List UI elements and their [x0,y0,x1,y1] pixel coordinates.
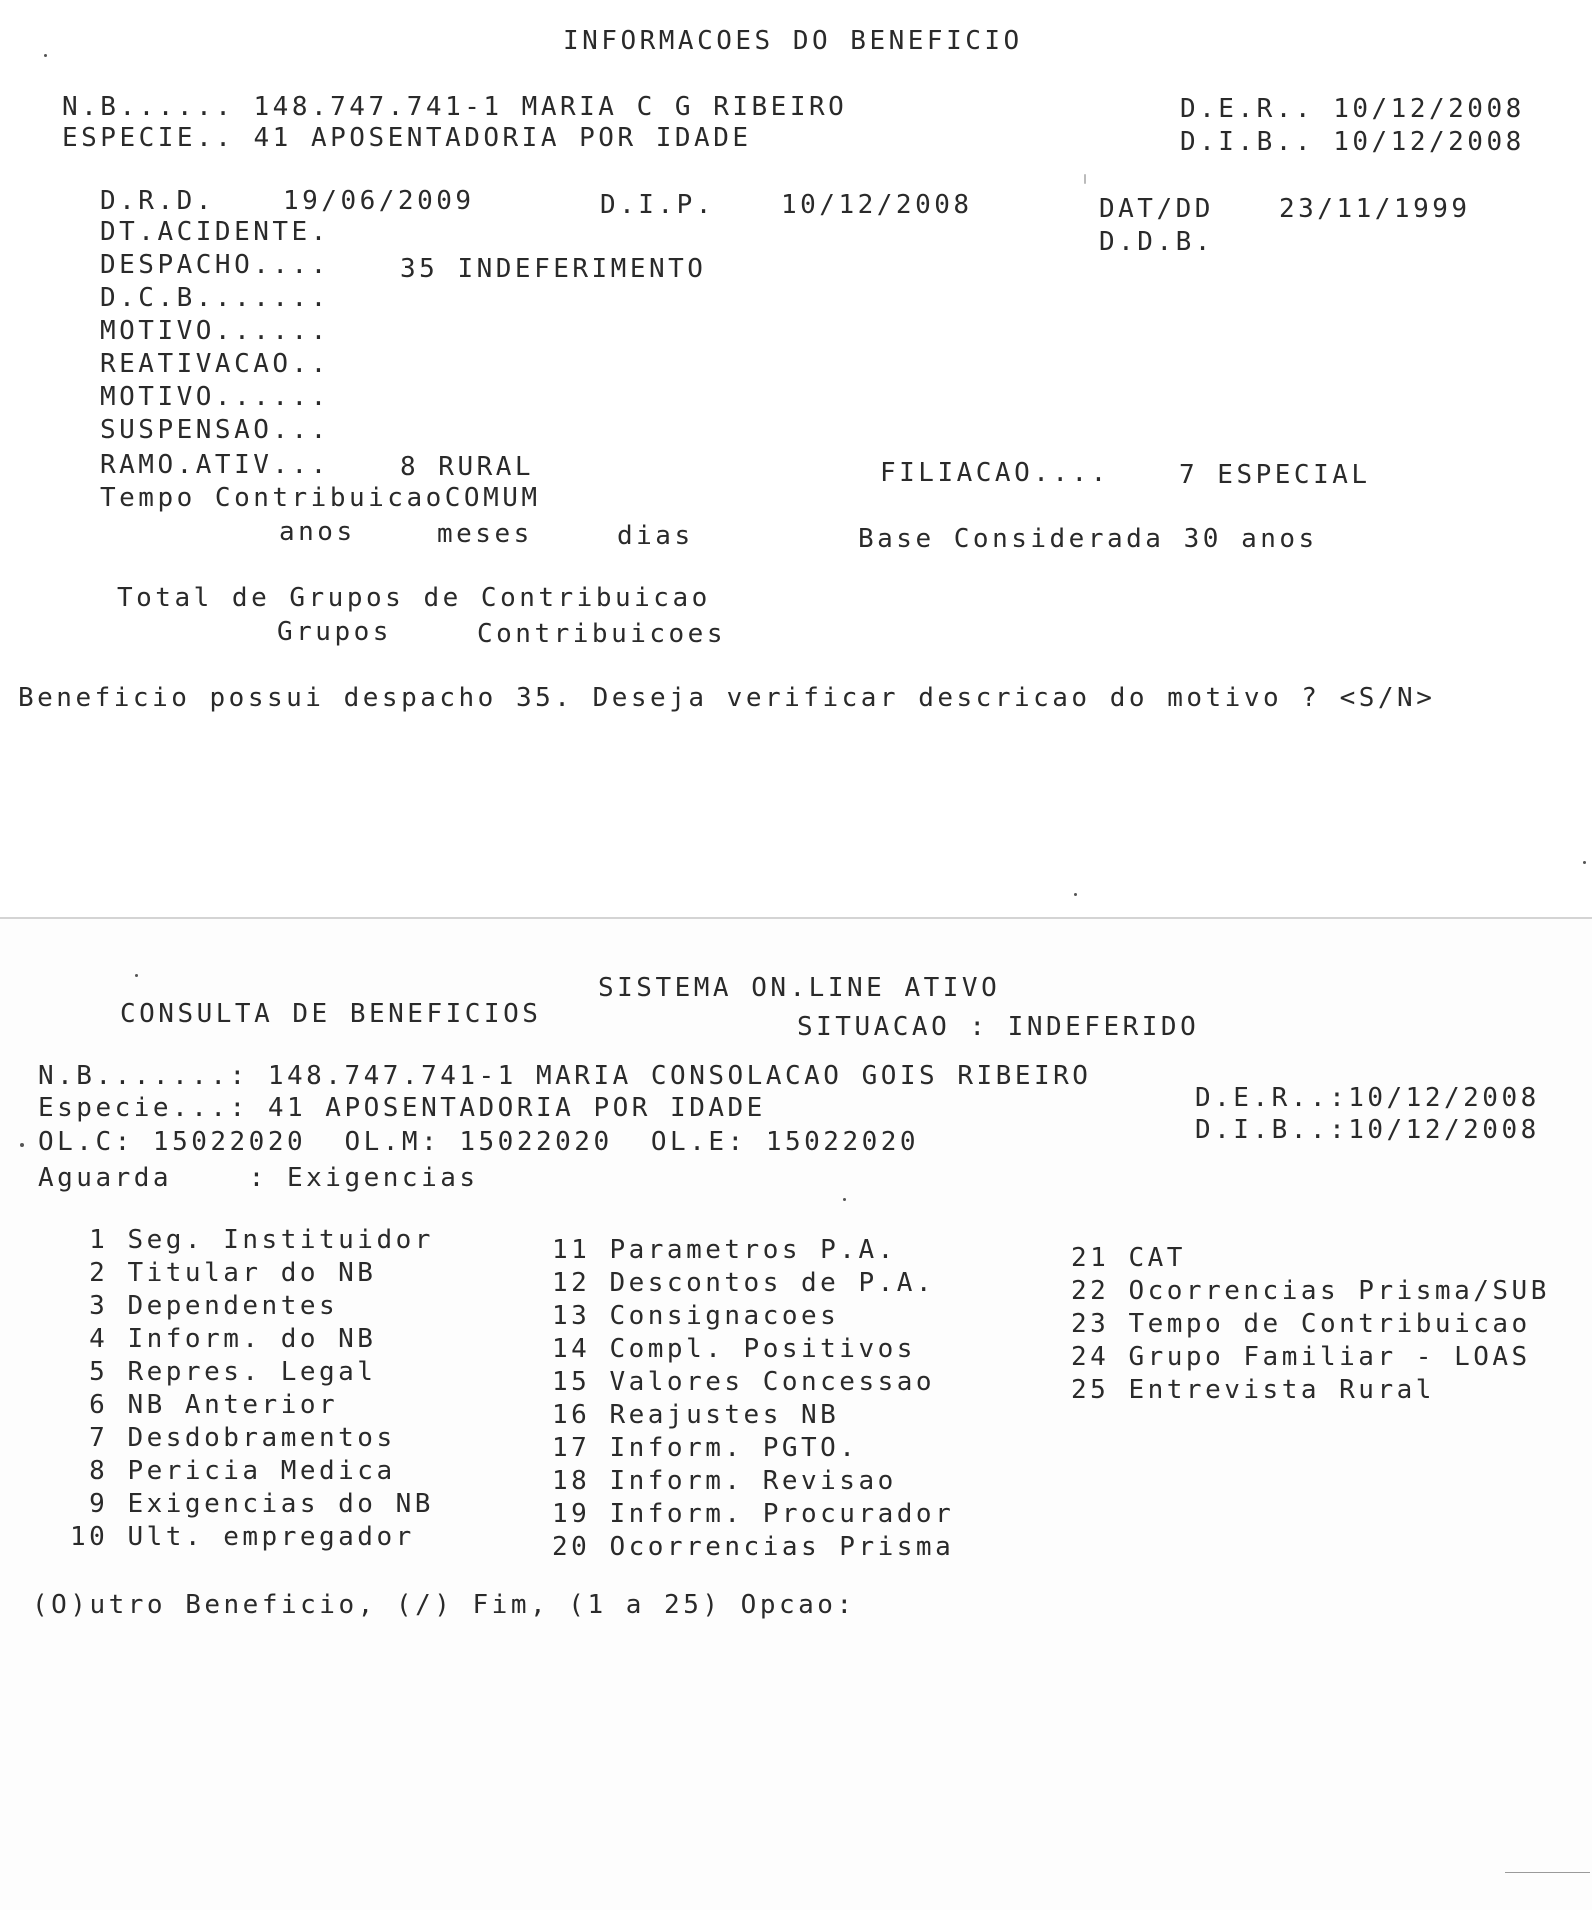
dib-value: D.I.B.. 10/12/2008 [1180,127,1525,157]
datdd-label: DAT/DD [1099,194,1214,224]
menu-option-15[interactable] [552,1367,935,1397]
menu-option-number: 23 [1071,1309,1110,1339]
menu-option-label: Desdobramentos [127,1423,396,1453]
situacao-status: SITUACAO : INDEFERIDO [797,1012,1200,1042]
menu-option-label: Ocorrencias Prisma/SUB [1128,1276,1550,1306]
contribuicoes-label: Contribuicoes [477,619,726,649]
meses-label: meses [437,519,533,549]
menu-option-label: Descontos de P.A. [609,1268,936,1298]
menu-option-number: 5 [70,1357,109,1387]
menu-option-label: Parametros P.A. [609,1235,897,1265]
menu-option-11[interactable] [552,1235,897,1265]
menu-option-number: 18 [552,1466,591,1496]
dias-label: dias [617,521,694,551]
menu-option-number: 7 [70,1423,109,1453]
menu-option-number: 12 [552,1268,591,1298]
menu-option-3[interactable] [70,1291,338,1321]
menu-option-23[interactable] [1071,1309,1531,1339]
menu-option-9[interactable] [70,1489,434,1519]
menu-option-number: 3 [70,1291,109,1321]
menu-option-number: 24 [1071,1342,1110,1372]
menu-option-label: Tempo de Contribuicao [1128,1309,1531,1339]
scan-speck [1583,861,1586,864]
menu-option-label: Compl. Positivos [609,1334,916,1364]
menu-option-label: Seg. Instituidor [127,1225,434,1255]
filiacao-value: 7 ESPECIAL [1179,460,1371,490]
menu-option-number: 9 [70,1489,109,1519]
especie-line: Especie...: 41 APOSENTADORIA POR IDADE [38,1093,766,1123]
menu-option-10[interactable] [70,1522,415,1552]
menu-option-21[interactable] [1071,1243,1186,1273]
motivo-label: MOTIVO...... [100,316,330,346]
menu-option-16[interactable] [552,1400,839,1430]
menu-option-number: 15 [552,1367,591,1397]
menu-option-number: 25 [1071,1375,1110,1405]
scan-speck [1084,174,1086,184]
der-value: D.E.R..:10/12/2008 [1195,1083,1540,1113]
scan-mark [1505,1872,1590,1873]
menu-option-number: 4 [70,1324,109,1354]
menu-option-18[interactable] [552,1466,897,1496]
menu-option-label: NB Anterior [127,1390,339,1420]
menu-option-number: 20 [552,1532,591,1562]
reativacao-label: REATIVACAO.. [100,349,330,379]
menu-option-17[interactable] [552,1433,858,1463]
verify-motivo-prompt[interactable]: Beneficio possui despacho 35. Deseja verificar descricao do motivo ? <S/N> [18,683,1436,713]
menu-option-number: 17 [552,1433,591,1463]
dt-acidente-label: DT.ACIDENTE. [100,217,330,247]
menu-option-number: 6 [70,1390,109,1420]
anos-label: anos [279,517,356,547]
tempo-contribuicao-label: Tempo ContribuicaoCOMUM [100,483,541,513]
menu-option-number: 1 [70,1225,109,1255]
menu-option-number: 14 [552,1334,591,1364]
nb-line: N.B.......: 148.747.741-1 MARIA CONSOLACAO GOIS RIBEIRO [38,1061,1092,1091]
menu-option-8[interactable] [70,1456,396,1486]
menu-option-label: Dependentes [127,1291,339,1321]
menu-option-label: Titular do NB [127,1258,377,1288]
system-title: SISTEMA ON.LINE ATIVO [598,973,1001,1003]
menu-option-1[interactable] [70,1225,434,1255]
scan-speck [20,1143,24,1147]
motivo-label: MOTIVO...... [100,382,330,412]
datdd-value: 23/11/1999 [1279,194,1471,224]
despacho-value: 35 INDEFERIMENTO [400,254,707,284]
menu-option-number: 11 [552,1235,591,1265]
menu-option-label: Inform. Revisao [609,1466,897,1496]
menu-option-7[interactable] [70,1423,396,1453]
menu-option-number: 10 [70,1522,109,1552]
ol-line: OL.C: 15022020 OL.M: 15022020 OL.E: 15022020 [38,1127,920,1157]
total-grupos-label: Total de Grupos de Contribuicao [117,583,711,613]
suspensao-label: SUSPENSAO... [100,415,330,445]
scan-speck [135,974,138,977]
menu-option-number: 13 [552,1301,591,1331]
aguarda-line: Aguarda : Exigencias [38,1163,479,1193]
drd-value: 19/06/2009 [283,186,475,216]
page-title: INFORMACOES DO BENEFICIO [563,26,1023,56]
drd-label: D.R.D. [100,186,215,216]
menu-option-label: Repres. Legal [127,1357,377,1387]
base-considerada: Base Considerada 30 anos [858,524,1318,554]
dip-label: D.I.P. [600,190,715,220]
menu-option-label: Ult. empregador [127,1522,415,1552]
menu-option-label: Entrevista Rural [1128,1375,1435,1405]
menu-option-20[interactable] [552,1532,954,1562]
option-prompt[interactable]: (O)utro Beneficio, (/) Fim, (1 a 25) Opcao: [32,1590,856,1620]
scan-speck [1074,893,1077,896]
grupos-label: Grupos [277,617,392,647]
filiacao-label: FILIACAO.... [880,458,1110,488]
menu-option-19[interactable] [552,1499,954,1529]
menu-option-label: Valores Concessao [609,1367,936,1397]
especie-line: ESPECIE.. 41 APOSENTADORIA POR IDADE [62,123,752,153]
menu-option-number: 2 [70,1258,109,1288]
menu-option-22[interactable] [1071,1276,1550,1306]
menu-option-label: Inform. PGTO. [609,1433,859,1463]
menu-option-label: Inform. Procurador [609,1499,955,1529]
menu-option-number: 8 [70,1456,109,1486]
ramo-ativ-label: RAMO.ATIV... [100,450,330,480]
menu-option-number: 16 [552,1400,591,1430]
menu-option-25[interactable] [1071,1375,1435,1405]
menu-option-number: 21 [1071,1243,1110,1273]
menu-option-6[interactable] [70,1390,338,1420]
menu-option-label: Grupo Familiar - LOAS [1128,1342,1531,1372]
despacho-label: DESPACHO.... [100,250,330,280]
dcb-label: D.C.B....... [100,283,330,313]
ramo-ativ-value: 8 RURAL [400,452,535,482]
menu-option-label: Inform. do NB [127,1324,377,1354]
menu-option-4[interactable] [70,1324,376,1354]
menu-option-label: Reajustes NB [609,1400,840,1430]
menu-option-14[interactable] [552,1334,916,1364]
menu-option-label: Ocorrencias Prisma [609,1532,955,1562]
menu-option-13[interactable] [552,1301,839,1331]
menu-option-24[interactable] [1071,1342,1531,1372]
menu-option-label: Exigencias do NB [127,1489,434,1519]
menu-option-2[interactable] [70,1258,376,1288]
menu-option-12[interactable] [552,1268,935,1298]
scan-speck [44,54,47,57]
menu-option-label: Pericia Medica [127,1456,396,1486]
menu-option-5[interactable] [70,1357,376,1387]
ddb-label: D.D.B. [1099,227,1214,257]
menu-option-number: 22 [1071,1276,1110,1306]
dip-value: 10/12/2008 [781,190,973,220]
menu-option-label: CAT [1128,1243,1186,1273]
scan-speck [843,1198,846,1201]
screen-title: CONSULTA DE BENEFICIOS [120,999,542,1029]
nb-line: N.B...... 148.747.741-1 MARIA C G RIBEIRO [62,92,848,122]
menu-option-number: 19 [552,1499,591,1529]
dib-value: D.I.B..:10/12/2008 [1195,1115,1540,1145]
menu-option-label: Consignacoes [609,1301,840,1331]
der-value: D.E.R.. 10/12/2008 [1180,94,1525,124]
